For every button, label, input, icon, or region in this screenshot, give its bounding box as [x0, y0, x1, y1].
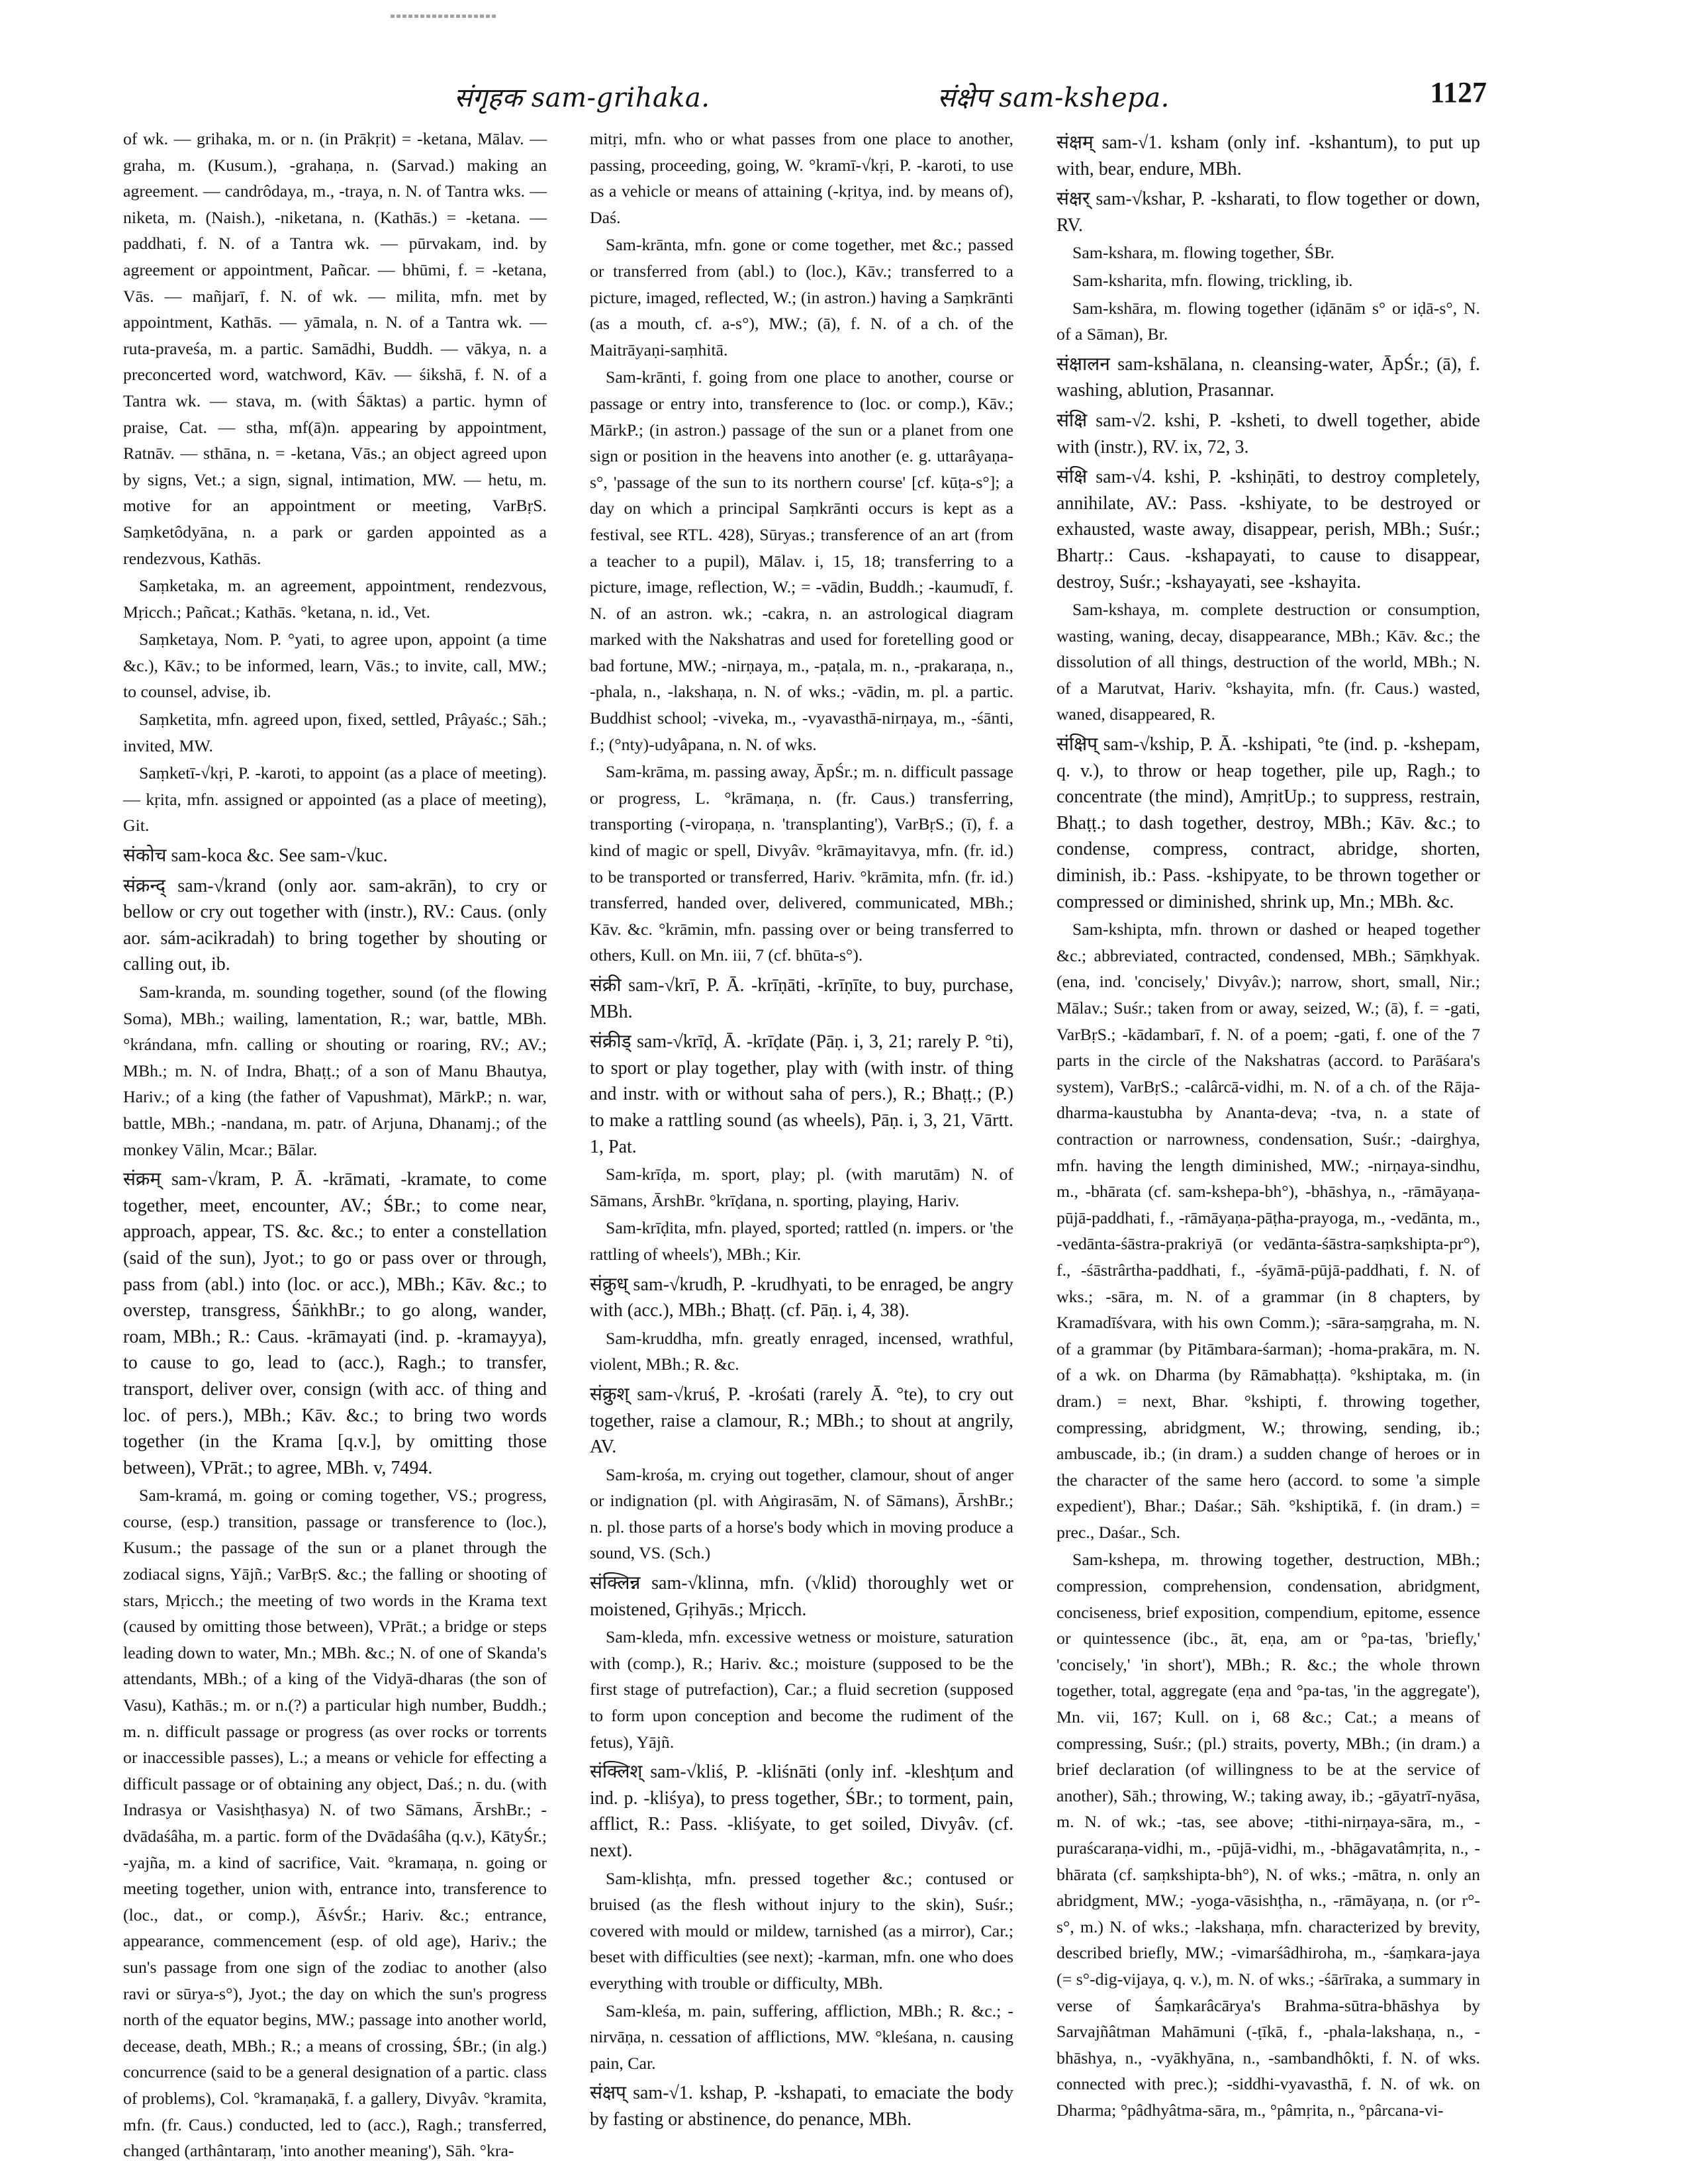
- dictionary-entry: Sam-kshepa, m. throwing together, destruction, MBh.; compression, comprehension, condensation, abridgment, conciseness, brief exposition, compendium, epitome, essence or quintessence (ibc., āt, eṇa, am or °pa-tas, 'briefly,' 'concisely,' 'in short'), MBh.; R. &c.; the whole thrown together, total, aggregate (eṇa and °pa-tas, 'in the aggregate'), Mn. vii, 167; Kull. on i, 68 &c.; Cat.; a means of compressing, Suśr.; (pl.) straits, poverty, MBh.; (in dram.) a brief declaration (of willingness to be at the service of another), Sāh.; throwing, W.; taking away, ib.; -gāyatrī-nyāsa, m. N. of wk.; -tas, see above; -tithi-nirṇaya-sāra, m., -puraścaraṇa-vidhi, m., -pūjā-vidhi, m., -bhāgavatâmṛita, n., -bhārata (cf. saṃkshipta-bh°), N. of wks.; -mātra, n. only an abridgment, MW.; -yoga-vāsishṭha, n., -rāmāyaṇa, n. (or r°-s°, m.) N. of wks.; -lakshaṇa, mfn. characterized by brevity, described briefly, MW.; -vimarśâdhiroha, m., -śaṃkara-jaya (= s°-dig-vijaya, q. v.), m. N. of wks.; -śārīraka, a summary in verse of Śaṃkarâcārya's Brahma-sūtra-bhāshya by Sarvajñâtman Mahāmuni (-ṭīkā, f., -phala-lakshaṇa, n., -bhāshya, n., -vyākhyāna, n., -sambandhôkti, f. N. of wks. connected with prec.); -siddhi-vyavasthā, f. N. of wk. on Dharma; °pâdhyâtma-sāra, m., °pâmṛita, n., °pârcana-vi-: [1056, 1550, 1480, 2120]
- dictionary-entry: of wk. — grihaka, m. or n. (in Prākṛit) = -ketana, Mālav. — graha, m. (Kusum.), -grahaṇa, n. (Sarvad.) making an agreement. — candrôdaya, m., -traya, n. N. of Tantra wks. — niketa, m. (Naish.), -niketana, n. (Kathās.) = -ketana. — paddhati, f. N. of a Tantra wk. — pūrvakam, ind. by agreement or appointment, Pañcar. — bhūmi, f. = -ketana, Vās. — mañjarī, f. N. of wk. — milita, mfn. met by appointment, Kathās. — yāmala, n. N. of a Tantra wk. — ruta-praveśa, m. a partic. Samādhi, Buddh. — vākya, n. a preconcerted word, watchword, Kāv. — śikshā, f. N. of a Tantra wk. — stava, m. (with Śāktas) a partic. hymn of praise, Cat. — stha, mf(ā)n. appearing by appointment, Ratnāv. — sthāna, n. = -ketana, Vās.; an object agreed upon by signs, Vet.; a sign, signal, intimation, MW. — hetu, m. motive for an appointment or meeting, VarBṛS. Saṃketôdyāna, n. a park or garden appointed as a rendezvous, Kathās.: [123, 129, 547, 568]
- column-3: [1056, 126, 1480, 2138]
- dictionary-entry: mitṛi, mfn. who or what passes from one place to another, passing, proceeding, going, W. °kramī-√kṛi, P. -karoti, to use as a vehicle or means of attaining (-kṛitya, ind. by means of), Daś.: [590, 129, 1013, 227]
- column-2: [590, 126, 1013, 2138]
- dictionary-entry: Saṃketī-√kṛi, P. -karoti, to appoint (as a place of meeting). — kṛita, mfn. assigned or appointed (as a place of meeting), Git.: [123, 763, 547, 835]
- page-number: 1127: [1430, 76, 1487, 109]
- scan-artifact: [391, 15, 496, 18]
- dictionary-entry: Sam-kshara, m. flowing together, ŚBr.: [1072, 243, 1335, 263]
- dictionary-entry: Sam-kranda, m. sounding together, sound (of the flowing Soma), MBh.; wailing, lamentation, R.; war, battle, MBh. °krándana, mfn. calling or shouting or roaring, RV.; AV.; MBh.; m. N. of Indra, Bhaṭṭ.; of a son of Manu Bhautya, Hariv.; of a king (the father of Vapushmat), MārkP.; n. war, battle, MBh.; -nandana, m. patr. of Arjuna, Dhanamj.; of the monkey Vālin, Mcar.; Bālar.: [123, 982, 547, 1159]
- dictionary-entry: Sam-klishṭa, mfn. pressed together &c.; contused or bruised (as the flesh without injury to the skin), Suśr.; covered with mould or mildew, tarnished (as a mirror), Car.; beset with difficulties (see next); -karman, mfn. one who does everything with trouble or difficulty, MBh.: [590, 1868, 1013, 1993]
- dictionary-entry: Sam-krānti, f. going from one place to another, course or passage or entry into, transference to (loc. or comp.), Kāv.; MārkP.; (in astron.) passage of the sun or a planet from one sign or position in the heavens into another (e. g. uttarâyaṇa-s°, 'passage of the sun to its northern course' [cf. kūṭa-s°]; a day on which a principal Saṃkrānti occurs is kept as a festival, see RTL. 428), Sūryas.; transference of an art (from a teacher to a pupil), Mālav. i, 15, 18; transferring to a picture, image, reflection, W.; = -vādin, Buddh.; -kaumudī, f. N. of an astron. wk.; -cakra, n. an astrological diagram marked with the Nakshatras and used for foretelling good or bad fortune, MW.; -nirṇaya, m., -paṭala, m. n., -prakaraṇa, n., -phala, n., -lakshaṇa, n. N. of wks.; -vādin, m. pl. a partic. Buddhist school; -viveka, m., -vyavasthā-nirṇaya, m., -śānti, f.; (°nty)-udyâpana, n. N. of wks.: [590, 367, 1013, 754]
- dictionary-entry: Saṃketaya, Nom. P. °yati, to agree upon, appoint (a time &c.), Kāv.; to be informed, learn, Vās.; to invite, call, MW.; to counsel, advise, ib.: [123, 630, 547, 702]
- root-entry: संक्लिन्न sam-√klinna, mfn. (√klid) thoroughly wet or moistened, Gṛihyās.; Mṛicch.: [590, 1573, 1013, 1620]
- dictionary-entry: Sam-kramá, m. going or coming together, VS.; progress, course, (esp.) transition, passage or transference to (loc.), Kusum.; the passage of the sun or a planet through the zodiacal signs, Yājñ.; VarBṛS. &c.; the falling or shooting of stars, Mṛicch.; the meeting of two words in the Krama text (caused by omitting those between), VPrāt.; a bridge or steps leading down to water, Mn.; MBh. &c.; N. of one of Skanda's attendants, MBh.; of a king of the Vidyā-dharas (the son of Vasu), Kathās.; m. or n.(?) a particular high number, Buddh.; m. n. difficult passage or progress (as over rocks or torrents or inaccessible passes), L.; a means or vehicle for effecting a difficult passage or of obtaining any object, Daś.; n. du. (with Indrasya or Vasishṭhasya) N. of two Sāmans, ĀrshBr.; -dvādaśâha, m. a partic. form of the Dvādaśâha (q.v.), KātyŚr.; -yajña, m. a kind of sacrifice, Vait. °kramaṇa, n. going or meeting together, union with, entrance into, transference to (loc., dat., or comp.), ĀśvŚr.; Hariv. &c.; entrance, appearance, commencement (esp. of old age), Hariv.; the sun's passage from one sign of the zodiac to another (also ravi or sūrya-s°), Jyot.; the day on which the sun's progress north of the equator begins, MW.; passage into another world, decease, death, MBh.; R.; a means of crossing, ŚBr.; (in alg.) concurrence (said to be a general designation of a partic. class of problems), Col. °kramaṇakā, f. a gallery, Divyâv. °kramita, mfn. (fr. Caus.) conducted, led to (acc.), Ragh.; transferred, changed (arthântaraṃ, 'into another meaning'), Sāh. °kra-: [123, 1486, 547, 2161]
- root-entry: संक्रम् sam-√kram, P. Ā. -krāmati, -kramate, to come together, meet, encounter, AV.; ŚBr.; to come near, approach, appear, TS. &c. &c.; to enter a constellation (said of the sun), Jyot.; to go or pass over or through, pass from (abl.) into (loc. or acc.), MBh.; Kāv. &c.; to overstep, transgress, ŚāṅkhBr.; to go along, wander, roam, MBh.; R.: Caus. -krāmayati (ind. p. -kramayya), to cause to go, lead to (acc.), Ragh.; to transfer, transport, deliver over, consign (with acc. of thing and loc. of pers.), MBh.; Kāv. &c.; to bring two words together (in the Krama [q.v.], by omitting those between), VPrāt.; to agree, MBh. v, 7494.: [123, 1169, 547, 1478]
- root-entry: संक्षिप् sam-√kship, P. Ā. -kshipati, °te (ind. p. -kshepam, q. v.), to throw or heap together, pile up, Ragh.; to concentrate (the mind), AmṛitUp.; to suppress, restrain, Bhaṭṭ.; to dash together, destroy, MBh.; Kāv. &c.; to condense, compress, contract, abridge, shorten, diminish, ib.: Pass. -kshipyate, to be thrown together or compressed or diminished, shrink up, Mn.; MBh. &c.: [1056, 734, 1480, 912]
- root-entry: संक्षि sam-√4. kshi, P. -kshiṇāti, to destroy completely, annihilate, AV.: Pass. -kshiyate, to be destroyed or exhausted, waste away, disappear, perish, MBh.; Suśr.; Bhartṛ.: Caus. -kshapayati, to cause to disappear, destroy, Suśr.; -kshayayati, see -kshayita.: [1056, 467, 1480, 593]
- dictionary-entry: Saṃketita, mfn. agreed upon, fixed, settled, Prâyaśc.; Sāh.; invited, MW.: [123, 710, 547, 755]
- root-entry: संकोच sam-koca &c. See sam-√kuc.: [123, 845, 388, 867]
- root-entry: संक्रुश् sam-√kruś, P. -krośati (rarely Ā. °te), to cry out together, raise a clamour, R.; MBh.; to shout at angrily, AV.: [590, 1384, 1013, 1458]
- column-1: [123, 126, 547, 2161]
- dictionary-entry: Sam-kleśa, m. pain, suffering, affliction, MBh.; R. &c.; -nirvāṇa, n. cessation of afflictions, MW. °kleśana, n. causing pain, Car.: [590, 2001, 1013, 2073]
- root-entry: संक्रुध् sam-√krudh, P. -krudhyati, to be enraged, be angry with (acc.), MBh.; Bhaṭṭ. (cf. Pāṇ. i, 4, 38).: [590, 1274, 1013, 1321]
- running-header: [123, 78, 1487, 118]
- dictionary-entry: Sam-kruddha, mfn. greatly enraged, incensed, wrathful, violent, MBh.; R. &c.: [590, 1328, 1013, 1374]
- root-entry: संक्लिश् sam-√kliś, P. -kliśnāti (only inf. -kleshṭum and ind. p. -kliśya), to press together, ŚBr.; to torment, pain, afflict, R.: Pass. -kliśyate, to get soiled, Divyâv. (cf. next).: [590, 1762, 1013, 1861]
- dictionary-entry: Sam-krīḍita, mfn. played, sported; rattled (n. impers. or 'the rattling of wheels'), MBh.; Kir.: [590, 1218, 1013, 1264]
- dictionary-entry: Sam-kshāra, m. flowing together (iḍānām s° or iḍā-s°, N. of a Sāman), Br.: [1056, 298, 1480, 344]
- dictionary-entry: Sam-krānta, mfn. gone or come together, met &c.; passed or transferred from (abl.) to (loc.), Kāv.; transferred to a picture, imaged, reflected, W.; (in astron.) having a Saṃkrānti (as a mouth, cf. a-s°), MW.; (ā), f. N. of a ch. of the Maitrāyaṇi-saṃhitā.: [590, 235, 1013, 359]
- root-entry: संक्री sam-√krī, P. Ā. -krīṇāti, -krīṇīte, to buy, purchase, MBh.: [590, 975, 1013, 1022]
- dictionary-entry: Sam-ksharita, mfn. flowing, trickling, ib.: [1072, 270, 1353, 290]
- root-entry: संक्रन्द् sam-√krand (only aor. sam-akrān), to cry or bellow or cry out together with (instr.), RV.: Caus. (only aor. sám-acikradah) to bring together by shouting or calling out, ib.: [123, 875, 547, 975]
- dictionary-entry: Sam-krāma, m. passing away, ĀpŚr.; m. n. difficult passage or progress, L. °krāmaṇa, n. (fr. Caus.) transferring, transporting (-viropaṇa, n. 'transplanting'), VarBṛS.; (ī), f. a kind of magic or spell, Divyâv. °krāmayitavya, mfn. (fr. id.) to be transported or transferred, Hariv. °krāmita, mfn. (fr. id.) transferred, handed over, delivered, communicated, MBh.; Kāv. &c. °krāmin, mfn. passing over or being transferred to others, Kull. on Mn. iii, 7 (cf. bhūta-s°).: [590, 762, 1013, 965]
- root-entry: संक्षि sam-√2. kshi, P. -ksheti, to dwell together, abide with (instr.), RV. ix, 72, 3.: [1056, 410, 1480, 457]
- dictionary-entry: Sam-kleda, mfn. excessive wetness or moisture, saturation with (comp.), R.; Hariv. &c.; moisture (supposed to be the first stage of putrefaction), Car.; a fluid secretion (supposed to form upon conception and become the rudiment of the fetus), Yājñ.: [590, 1627, 1013, 1752]
- root-entry: संक्षालन sam-kshālana, n. cleansing-water, ĀpŚr.; (ā), f. washing, ablution, Prasannar.: [1056, 354, 1480, 401]
- root-entry: संक्षम् sam-√1. ksham (only inf. -kshantum), to put up with, bear, endure, MBh.: [1056, 132, 1480, 179]
- dictionary-columns: [123, 126, 1487, 2161]
- dictionary-entry: Sam-krośa, m. crying out together, clamour, shout of anger or indignation (pl. with Aṅgirasām, N. of Sāmans), ĀrshBr.; n. pl. those parts of a horse's body which in moving produce a sound, VS. (Sch.): [590, 1464, 1013, 1563]
- root-entry: संक्षर् sam-√kshar, P. -ksharati, to flow together or down, RV.: [1056, 189, 1480, 236]
- dictionary-entry: Sam-kshipta, mfn. thrown or dashed or heaped together &c.; abbreviated, contracted, condensed, MBh.; Sāṃkhyak. (ena, ind. 'concisely,' Divyâv.); narrow, short, small, Nir.; Mālav.; Suśr.; taken from or away, seized, W.; (ā), f. = -gati, VarBṛS.; -kādambarī, f. N. of a poem; -gati, f. one of the 7 parts in the circle of the Nakshatras (accord. to Parāśara's system), VarBṛS.; -calârcā-vidhi, m. N. of a ch. of the Rāja-dharma-kaustubha by Ananta-deva; -tva, n. a state of contraction or narrowness, condensation, Suśr.; -dairghya, mfn. having the length diminished, MW.; -nirṇaya-sindhu, m., -bhārata (cf. sam-kshepa-bh°), -bhāshya, n., -rāmāyaṇa-pūjā-paddhati, f., -rāmāyaṇa-pāṭha-prayoga, m., -vedānta, m., -vedānta-śāstra-prakriyā (or vedānta-śāstra-saṃkshipta-pr°), f., -śāstrârtha-paddhati, f., -śyāmā-pūjā-paddhati, f. N. of wks.; -sāra, m. N. of a grammar (in 8 chapters, by Kramadīśvara, with his own Comm.); -sāra-saṃgraha, m. N. of a grammar (by Pitāmbara-śarman); -homa-prakāra, m. N. of a wk. on Dharma (by Rāmabhaṭṭa). °kshiptaka, m. (in dram.) = next, Bhar. °kshipti, f. throwing together, compressing, abridgment, W.; throwing, sending, ib.; ambuscade, ib.; (in dram.) a sudden change of heroes or in the character of the same hero (accord. to some 'a simple expedient'), Bhar.; Daśar.; Sāh. °kshiptikā, f. (in dram.) = prec., Daśar., Sch.: [1056, 920, 1480, 1542]
- root-entry: संक्षप् sam-√1. kshap, P. -kshapati, to emaciate the body by fasting or abstinence, do penance, MBh.: [590, 2083, 1013, 2130]
- root-entry: संक्रीड् sam-√krīḍ, Ā. -krīḍate (Pāṇ. i, 3, 21; rarely P. °ti), to sport or play together, play with (with instr. of thing and instr. with or without saha of pers.), R.; Bhaṭṭ.; (P.) to make a rattling sound (as wheels), Pāṇ. i, 3, 21, Vārtt. 1, Pat.: [590, 1031, 1013, 1157]
- dictionary-entry: Sam-kshaya, m. complete destruction or consumption, wasting, waning, decay, disappearance, MBh.; Kāv. &c.; the dissolution of all things, destruction of the world, MBh.; N. of a Marutvat, Hariv. °kshayita, mfn. (fr. Caus.) wasted, waned, disappeared, R.: [1056, 600, 1480, 724]
- left-headword: संगृहक sam-grihaka.: [454, 83, 710, 113]
- dictionary-entry: Saṃketaka, m. an agreement, appointment, rendezvous, Mṛicch.; Pañcat.; Kathās. °ketana, n. id., Vet.: [123, 576, 547, 622]
- dictionary-entry: Sam-krīḍa, m. sport, play; pl. (with marutām) N. of Sāmans, ĀrshBr. °krīḍana, n. sporting, playing, Hariv.: [590, 1164, 1013, 1210]
- right-headword: संक्षेप sam-kshepa.: [937, 83, 1170, 113]
